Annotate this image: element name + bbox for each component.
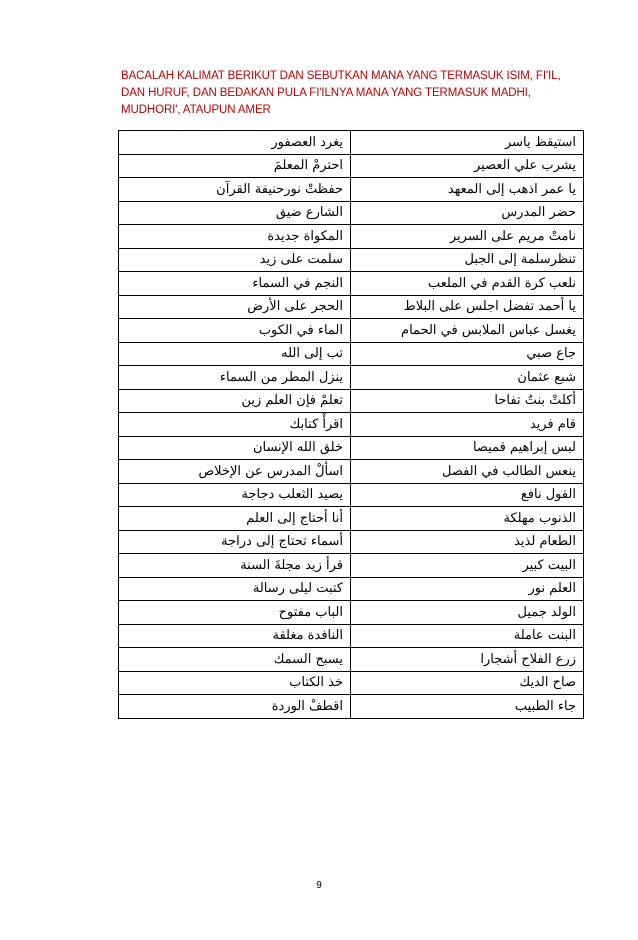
- sentence-left: المكواة جديدة: [119, 225, 351, 249]
- table-row: [119, 131, 584, 155]
- sentence-left: حفظتْ نورحنيفة القرآن: [119, 178, 351, 202]
- sentence-left: كتبت ليلى رسالة: [119, 577, 351, 601]
- table-row: [119, 507, 584, 531]
- sentence-left: أنا أحتاج إلى العلم: [119, 507, 351, 531]
- table-row: [119, 436, 584, 460]
- sentence-right: قام فريد: [351, 413, 584, 437]
- table-row: [119, 225, 584, 249]
- table-row: [119, 648, 584, 672]
- sentence-left: احترمْ المعلمَ: [119, 154, 351, 178]
- table-row: [119, 624, 584, 648]
- sentence-left: اقطفْ الوردة: [119, 695, 351, 719]
- sentence-right: يا عمر اذهب إلى المعهد: [351, 178, 584, 202]
- sentence-left: سلمت على زيد: [119, 248, 351, 272]
- sentence-left: ينزل المطر من السماء: [119, 366, 351, 390]
- sentence-right: الولد جميل: [351, 601, 584, 625]
- sentence-right: البيت كبير: [351, 554, 584, 578]
- table-row: [119, 389, 584, 413]
- sentence-left: أسماء تحتاج إلى دراجة: [119, 530, 351, 554]
- sentence-left: يصيد الثعلب دجاجة: [119, 483, 351, 507]
- table-row: [119, 530, 584, 554]
- sentence-right: استيقظ ياسر: [351, 131, 584, 155]
- sentence-left: الحجر على الأرض: [119, 295, 351, 319]
- sentence-right: نامتْ مريم على السرير: [351, 225, 584, 249]
- sentence-right: أكلتْ بنتٌ تفاحا: [351, 389, 584, 413]
- table-row: [119, 295, 584, 319]
- sentence-left: تب إلى الله: [119, 342, 351, 366]
- sentence-right: جاع صبي: [351, 342, 584, 366]
- sentence-right: الذنوب مهلكة: [351, 507, 584, 531]
- table-row: [119, 272, 584, 296]
- table-row: [119, 366, 584, 390]
- sentence-right: تنظرسلمة إلى الجبل: [351, 248, 584, 272]
- sentence-right: ينعس الطالب في الفصل: [351, 460, 584, 484]
- exercise-table-body: [119, 131, 584, 719]
- sentence-left: اسألْ المدرس عن الإخلاص: [119, 460, 351, 484]
- sentence-right: حضر المدرس: [351, 201, 584, 225]
- table-row: [119, 460, 584, 484]
- table-row: [119, 342, 584, 366]
- sentence-left: تعلمْ فإن العلم زين: [119, 389, 351, 413]
- sentence-left: الباب مفتوح: [119, 601, 351, 625]
- sentence-right: يغسل عباس الملابس في الحمام: [351, 319, 584, 343]
- table-row: [119, 201, 584, 225]
- exercise-table: [118, 130, 584, 719]
- sentence-right: الطعام لذيذ: [351, 530, 584, 554]
- sentence-left: يغرد العصفور: [119, 131, 351, 155]
- sentence-right: زرع الفلاح أشجارا: [351, 648, 584, 672]
- table-row: [119, 554, 584, 578]
- sentence-right: صاح الديك: [351, 671, 584, 695]
- sentence-right: البنت عاملة: [351, 624, 584, 648]
- sentence-right: العلم نور: [351, 577, 584, 601]
- sentence-left: خذ الكتاب: [119, 671, 351, 695]
- sentence-right: نلعب كرة القدم في الملعب: [351, 272, 584, 296]
- table-row: [119, 154, 584, 178]
- page-number: 9: [316, 880, 322, 891]
- sentence-left: الماء في الكوب: [119, 319, 351, 343]
- sentence-left: النجم في السماء: [119, 272, 351, 296]
- table-row: [119, 319, 584, 343]
- table-row: [119, 601, 584, 625]
- sentence-left: قرأ زيد مجلةَ السنة: [119, 554, 351, 578]
- sentence-left: اقرأْ كتابك: [119, 413, 351, 437]
- sentence-left: خلق الله الإنسان: [119, 436, 351, 460]
- table-row: [119, 483, 584, 507]
- sentence-left: يسبح السمك: [119, 648, 351, 672]
- table-row: [119, 178, 584, 202]
- sentence-right: شبع عثمان: [351, 366, 584, 390]
- sentence-right: جاء الطبيب: [351, 695, 584, 719]
- sentence-left: النافدة مغلقة: [119, 624, 351, 648]
- table-row: [119, 413, 584, 437]
- table-row: [119, 695, 584, 719]
- sentence-right: القول نافع: [351, 483, 584, 507]
- instruction-text: BACALAH KALIMAT BERIKUT DAN SEBUTKAN MANA YANG TERMASUK ISIM, FI'IL, DAN HURUF, DAN BEDAKAN PULA FI'ILNYA MANA YANG TERMASUK MADHI, MUDHORI', ATAUPUN AMER: [121, 70, 561, 116]
- sentence-left: الشارع ضيق: [119, 201, 351, 225]
- sentence-right: لبس إبراهيم قميصا: [351, 436, 584, 460]
- table-row: [119, 577, 584, 601]
- table-row: [119, 671, 584, 695]
- sentence-right: يشرب علي العصير: [351, 154, 584, 178]
- sentence-right: يا أحمد تفضل اجلس على البلاط: [351, 295, 584, 319]
- table-row: [119, 248, 584, 272]
